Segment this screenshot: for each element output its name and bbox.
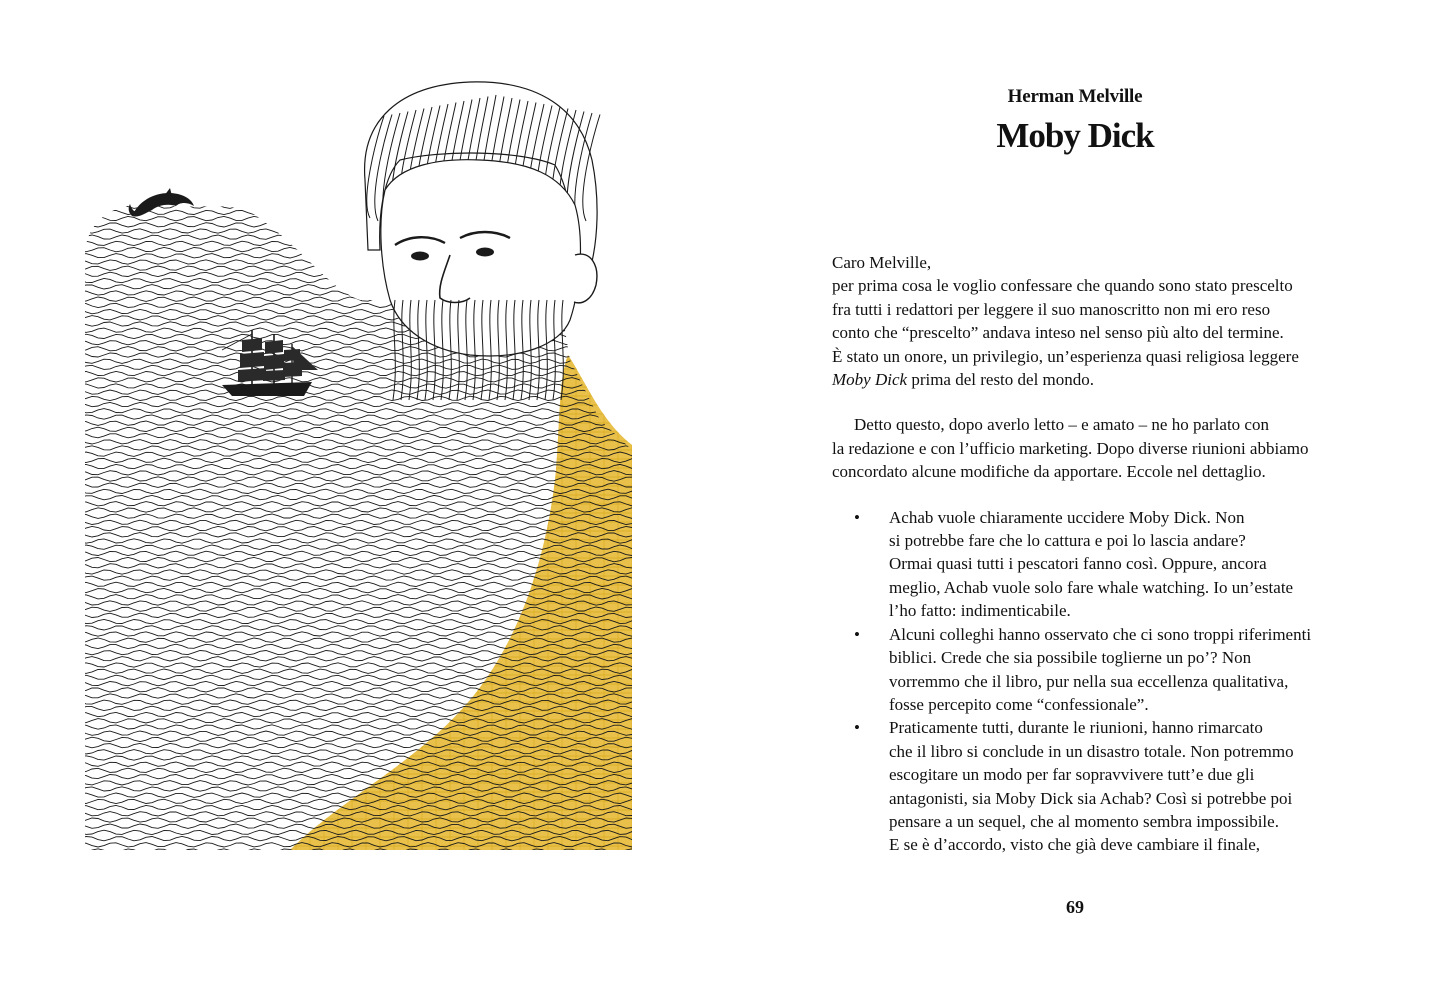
text-line: che il libro si conclude in un disastro totale. Non potremmo [889, 741, 1294, 761]
wave-line [80, 415, 638, 419]
text-line: Achab vuole chiaramente uccidere Moby Dick. Non [889, 507, 1245, 527]
hair-strand [367, 116, 384, 218]
text-line: E se è d’accordo, visto che già deve cambiare il finale, [889, 835, 1260, 855]
text-line: conto che “prescelto” andava inteso nel senso più alto del termine. [832, 323, 1284, 343]
text-line: escogitare un modo per far sopravvivere tutt’e due gli [889, 765, 1255, 785]
coat-texture-line [280, 853, 646, 855]
text-line: pensare a un sequel, che al momento sembra impossibile. [889, 811, 1279, 831]
salutation: Caro Melville, [832, 253, 932, 272]
text-line: si potrebbe fare che lo cattura e poi lo lascia andare? [889, 531, 1246, 551]
paragraph-gap [832, 391, 1332, 413]
list-item [832, 623, 1332, 717]
portrait-drawing [0, 0, 716, 992]
bullet-icon: • [854, 624, 860, 644]
text-line: Ormai quasi tutti i pescatori fanno così. Oppure, ancora [889, 554, 1267, 574]
paragraph-gap [832, 484, 1332, 506]
list-item [832, 716, 1332, 856]
face [381, 160, 597, 356]
text-line: concordato alcune modifiche da apportare. Eccole nel dettaglio. [832, 462, 1266, 482]
wave-line [80, 402, 638, 406]
wave-line [80, 359, 638, 363]
text-line: biblici. Crede che sia possibile toglierne un po’? Non [889, 648, 1252, 668]
coat-texture-line [308, 340, 310, 865]
wave-line [80, 440, 638, 444]
wave-line [80, 471, 638, 475]
text-line: È stato un onore, un privilegio, un’esperienza quasi religiosa leggere [832, 346, 1299, 366]
page-number: 69 [1066, 897, 1084, 917]
text-fragment: prima del resto del mondo. [907, 370, 1095, 390]
bullet-icon: • [854, 718, 860, 738]
wave-line [80, 371, 638, 375]
coat-texture-line [280, 340, 282, 865]
wave-line [80, 421, 638, 425]
melville-illustration [0, 0, 716, 992]
text-line: Detto questo, dopo averlo letto – e amato – ne ho parlato con [854, 415, 1269, 435]
letter-body [832, 251, 1332, 857]
wave-line [80, 353, 638, 357]
text-line [832, 368, 1332, 391]
wave-line [80, 477, 638, 481]
text-line: antagonisti, sia Moby Dick sia Achab? Così si potrebbe poi [889, 788, 1293, 808]
author-name: Herman Melville [1007, 86, 1143, 107]
text-line: la redazione e con l’ufficio marketing. Dopo diverse riunioni abbiamo [832, 438, 1309, 458]
text-line: Praticamente tutti, durante le riunioni, hanno rimarcato [889, 718, 1263, 738]
coat-texture-line [280, 358, 646, 360]
book-title: Moby Dick [996, 116, 1154, 155]
coat-texture-line [280, 385, 646, 387]
wave-line [80, 855, 638, 859]
list-item [832, 506, 1332, 623]
bullet-icon: • [854, 507, 860, 527]
wave-line [80, 396, 638, 400]
text-line: fosse percepito come “confessionale”. [889, 694, 1149, 714]
wave-line [80, 433, 638, 437]
wave-line [80, 464, 638, 468]
text-line: meglio, Achab vuole solo fare whale watching. Io un’estate [889, 577, 1294, 597]
italic-title: Moby Dick [832, 370, 908, 390]
wave-line [80, 427, 638, 431]
text-line: Alcuni colleghi hanno osservato che ci sono troppi riferimenti [889, 624, 1312, 644]
text-line: per prima cosa le voglio confessare che quando sono stato prescelto [832, 276, 1293, 296]
ship-icon [222, 330, 318, 396]
text-line: fra tutti i redattori per leggere il suo manoscritto non mi ero reso [832, 299, 1271, 319]
text-line: l’ho fatto: indimenticabile. [889, 601, 1071, 621]
wave-line [80, 365, 638, 369]
text-line: vorremmo che il libro, pur nella sua eccellenza qualitativa, [889, 671, 1289, 691]
wave-line [80, 446, 638, 450]
wave-line [80, 409, 638, 413]
wave-line [80, 458, 638, 462]
coat-texture-line [280, 376, 646, 378]
wave-line [80, 452, 638, 456]
bullet-list [832, 506, 1332, 857]
coat-texture-line [364, 340, 366, 865]
